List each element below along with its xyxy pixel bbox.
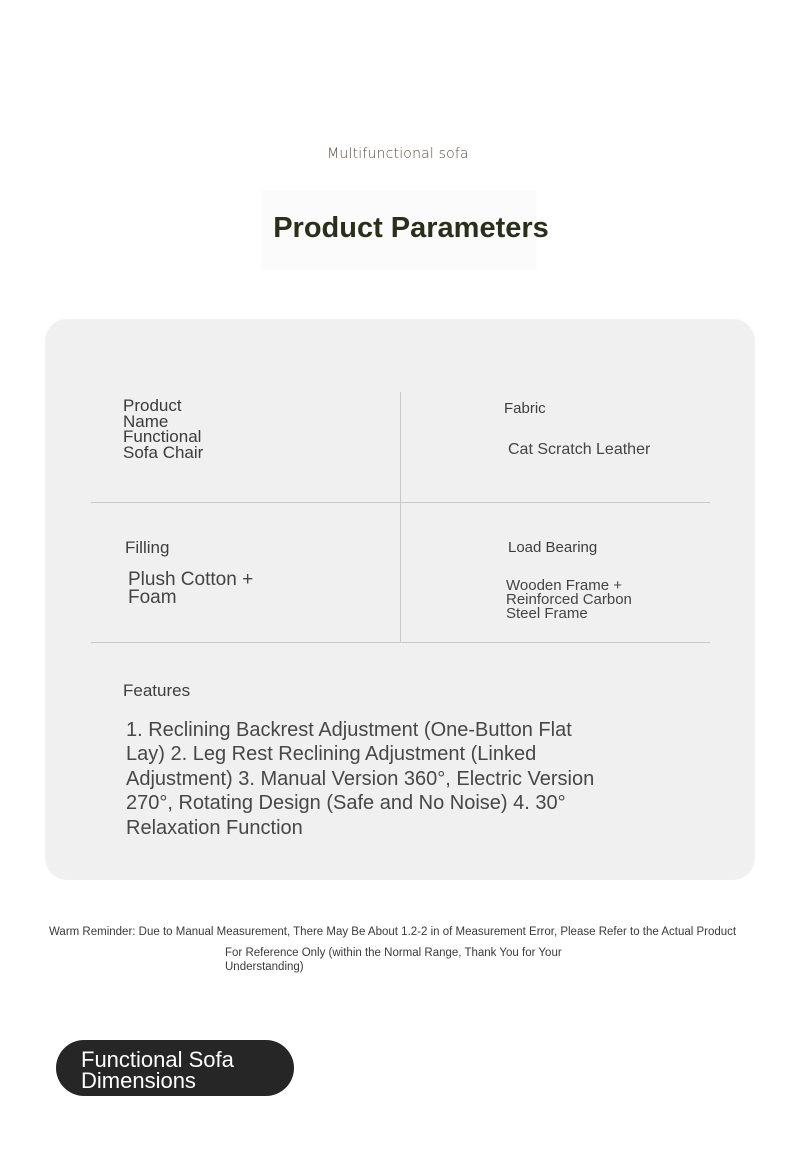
page-title: Product Parameters xyxy=(273,212,549,244)
product-name-label-line2: Name xyxy=(123,411,169,431)
section-subtitle: Multifunctional sofa xyxy=(327,146,469,162)
section-heading-label: Functional Sofa Dimensions xyxy=(81,1047,234,1093)
filling-value: Plush Cotton + Foam xyxy=(128,569,254,608)
features-label: Features xyxy=(123,681,191,700)
product-name-value-line1: Functional xyxy=(123,427,202,446)
product-name-cell xyxy=(123,398,243,460)
product-name-label-line1: Product xyxy=(123,396,182,415)
row-divider-1 xyxy=(91,502,710,503)
fabric-value: Cat Scratch Leather xyxy=(508,441,651,458)
product-name-value-line2: Sofa Chair xyxy=(123,442,204,462)
fabric-label: Fabric xyxy=(504,400,546,417)
load-bearing-value: Wooden Frame + Reinforced Carbon Steel Frame xyxy=(506,577,632,622)
load-bearing-label: Load Bearing xyxy=(508,539,598,556)
row-divider-2 xyxy=(91,642,710,643)
features-value: 1. Reclining Backrest Adjustment (One-Button Flat Lay) 2. Leg Rest Reclining Adjustment (Linked Adjustment) 3. Manual Version 360°, Electric Version 270°, Rotating Design (Safe and No Noise) 4. 30° Relaxation Function xyxy=(126,719,595,839)
column-divider xyxy=(400,392,401,642)
warm-reminder-line1: Warm Reminder: Due to Manual Measurement, There May Be About 1.2-2 in of Measurement Error, Please Refer to the Actual Product xyxy=(49,926,737,938)
filling-label: Filling xyxy=(125,538,170,557)
warm-reminder-line2: For Reference Only (within the Normal Range, Thank You for Your Understanding) xyxy=(225,947,562,973)
